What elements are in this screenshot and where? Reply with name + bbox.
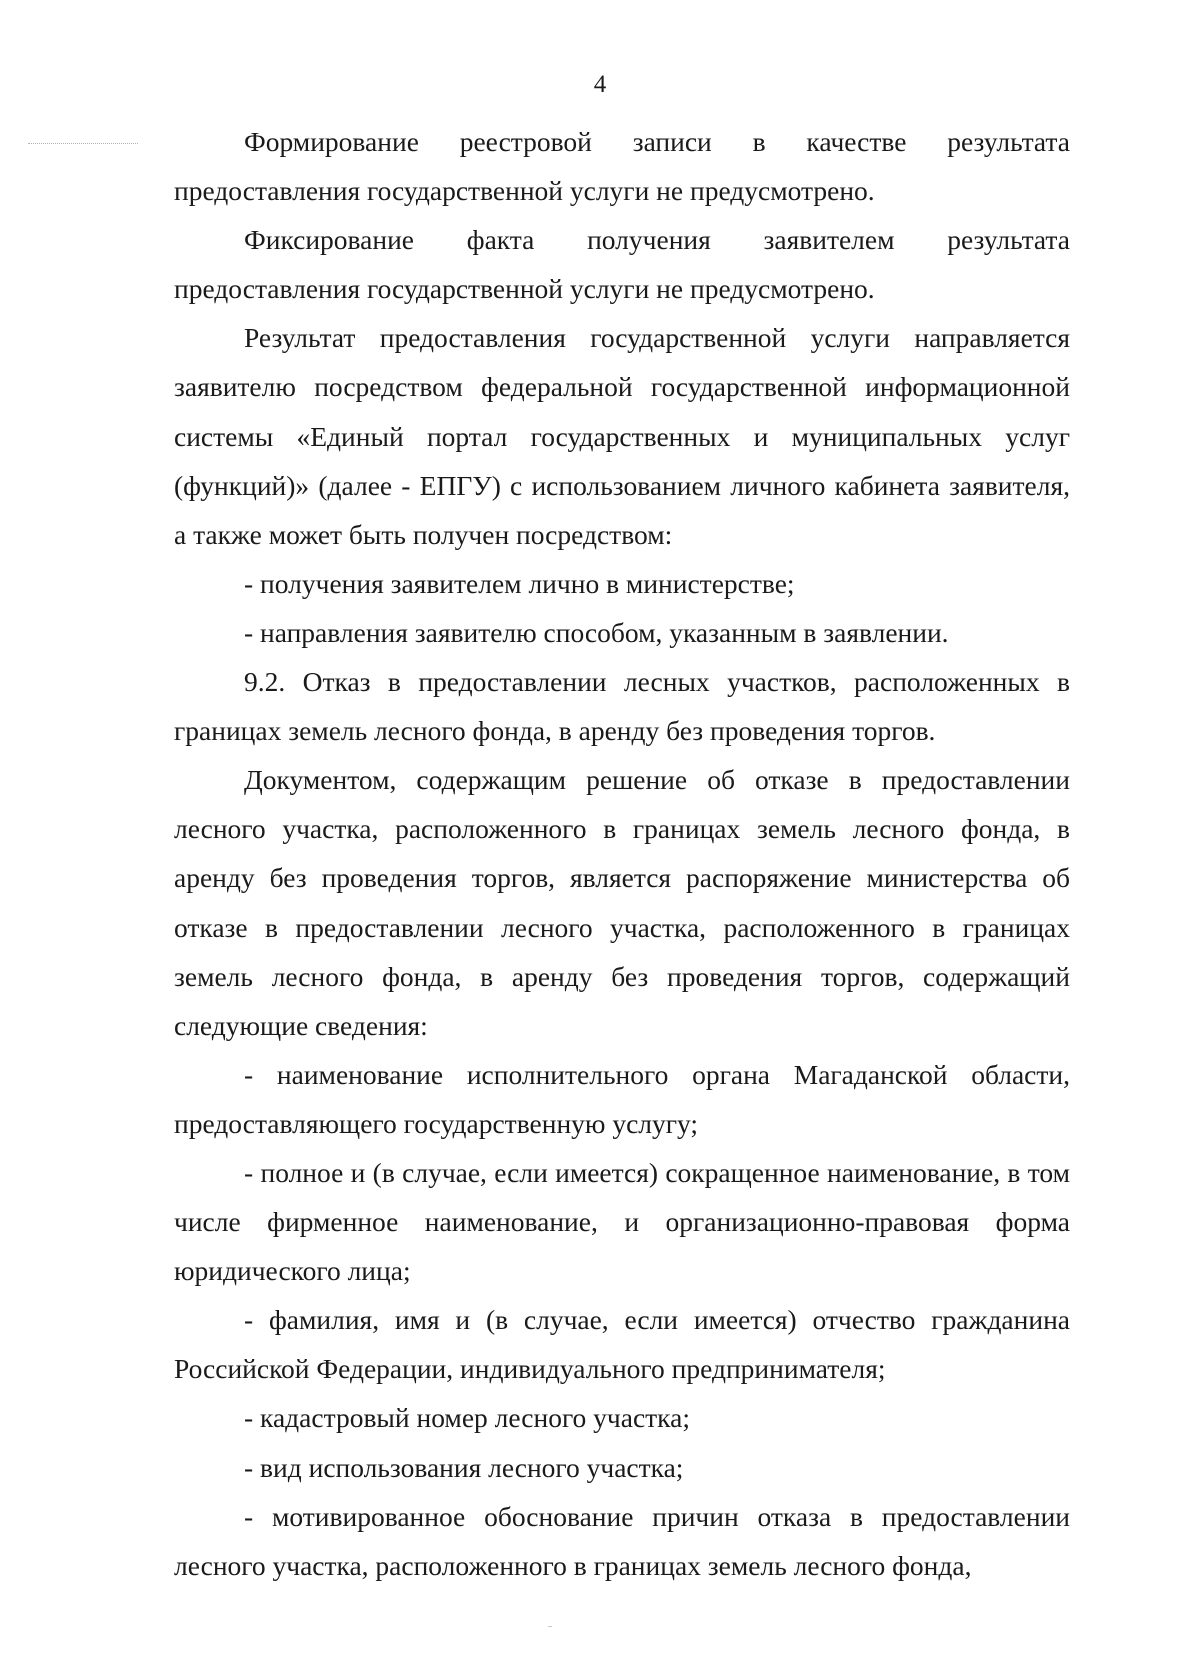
scan-artifact	[548, 1626, 552, 1627]
paragraph-result-delivery: Результат предоставления государственной услуги направляется заявителю посредством федеральной государственной информационной системы «Единый портал государственных и муниципальных услуг (функций)» (далее - ЕПГУ) с использованием личного кабинета заявителя, а также может быть получен посредством:	[174, 322, 1070, 550]
section-heading-9-2: 9.2. Отказ в предоставлении лесных участков, расположенных в границах земель лесного фонда, в аренду без проведения торгов.	[174, 666, 1070, 747]
document-body	[174, 117, 1070, 1590]
list-item: - получения заявителем лично в министерстве;	[244, 567, 795, 599]
list-item: - полное и (в случае, если имеется) сокращенное наименование, в том числе фирменное наименование, и организационно-правовая форма юридического лица;	[174, 1156, 1070, 1287]
paragraph-registry-record: Формирование реестровой записи в качестве результата предоставления государственной услуги не предусмотрено.	[174, 126, 1070, 207]
page-number: 4	[593, 71, 607, 98]
list-item: - кадастровый номер лесного участка;	[244, 1402, 690, 1434]
paragraph-refusal-document: Документом, содержащим решение об отказе в предоставлении лесного участка, расположенного в границах земель лесного фонда, в аренду без проведения торгов, является распоряжение министерства об отказе в предоставлении лесного участка, расположенного в границах земель лесного фонда, в аренду без проведения торгов, содержащий следующие сведения:	[174, 764, 1070, 1041]
paragraph-receipt-fixation: Фиксирование факта получения заявителем результата предоставления государственной услуги не предусмотрено.	[174, 224, 1070, 305]
list-item: - направления заявителю способом, указанным в заявлении.	[244, 616, 949, 648]
scan-artifact	[28, 143, 138, 144]
list-item: - фамилия, имя и (в случае, если имеется) отчество гражданина Российской Федерации, индивидуального предпринимателя;	[174, 1304, 1070, 1385]
list-item: - вид использования лесного участка;	[244, 1451, 684, 1483]
list-item: - мотивированное обоснование причин отказа в предоставлении лесного участка, расположенного в границах земель лесного фонда,	[174, 1500, 1070, 1581]
list-item: - наименование исполнительного органа Магаданской области, предоставляющего государственную услугу;	[174, 1058, 1070, 1139]
